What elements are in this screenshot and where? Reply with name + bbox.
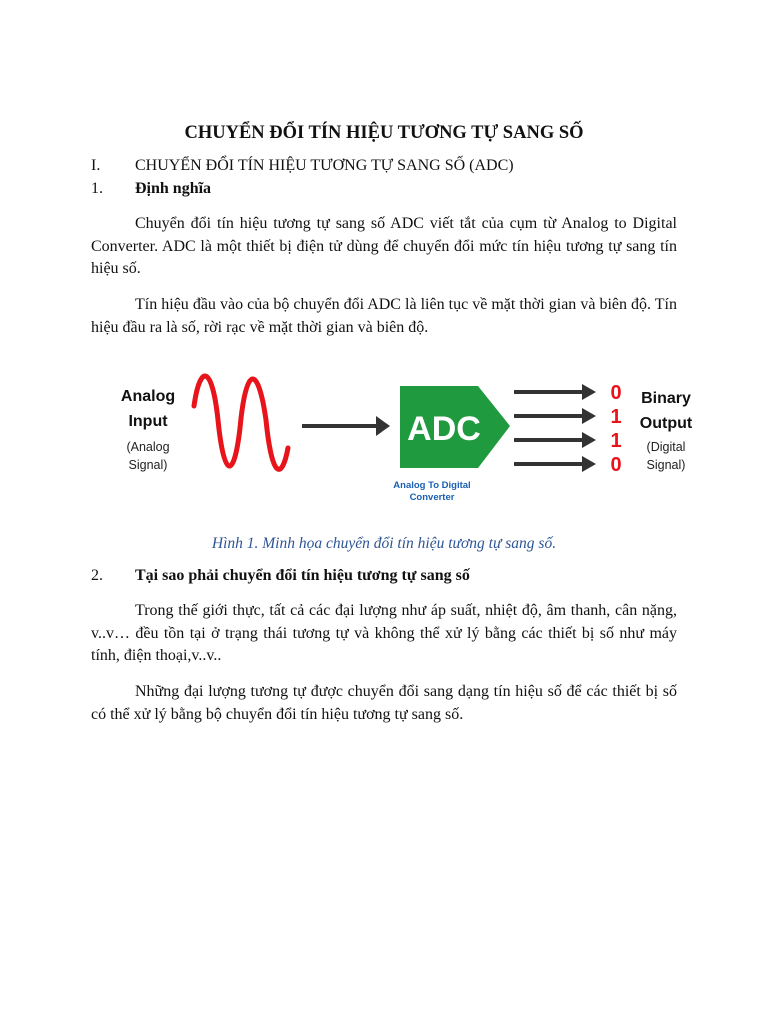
output-sublabel-line1: (Digital [646, 440, 686, 454]
output-bit-3: 1 [610, 430, 622, 452]
document-title: CHUYỂN ĐỔI TÍN HIỆU TƯƠNG TỰ SANG SỐ [184, 123, 584, 143]
subsection-heading-text: Định nghĩa [135, 180, 212, 197]
output-arrows [514, 384, 596, 472]
paragraph-digital-processing: Những đại lượng tương tự được chuyển đổi sang dạng tín hiệu số để các thiết bị số có thể xử lý bằng bộ chuyển đổi tín hiệu tương tự sang số. [91, 683, 677, 723]
input-sublabel-line1: (Analog [126, 440, 170, 454]
section-number: I. [91, 157, 101, 174]
output-arrow-head-4 [582, 456, 596, 472]
paragraph-why-convert: Trong thế giới thực, tất cả các đại lượng như áp suất, nhiệt độ, âm thanh, cân nặng, v..v… đều tồn tại ở trạng thái tương tự và không thể xử lý bằng các thiết bị số như máy tính, điện thoại,v..v.. [91, 602, 677, 664]
section-heading-text: CHUYỂN ĐỔI TÍN HIỆU TƯƠNG TỰ SANG SỐ (ADC) [135, 157, 514, 174]
output-bit-2: 1 [610, 406, 622, 428]
subsection-number: 2. [91, 567, 103, 584]
output-label-line2: Output [639, 415, 693, 432]
analog-sine-wave [194, 376, 288, 469]
output-bit-4: 0 [610, 454, 622, 476]
adc-figure [120, 368, 710, 518]
figure-caption: Hình 1. Minh họa chuyển đổi tín hiệu tương tự sang số. [211, 535, 557, 552]
output-label-line1: Binary [641, 390, 691, 407]
adc-block-label: ADC [407, 410, 481, 448]
input-arrow-head [376, 416, 390, 436]
output-arrow-head-3 [582, 432, 596, 448]
input-label-line2: Input [128, 413, 168, 430]
subsection-heading-text: Tại sao phải chuyển đổi tín hiệu tương tự sang số [135, 567, 470, 584]
paragraph-input-output: Tín hiệu đầu vào của bộ chuyển đổi ADC là liên tục về mặt thời gian và biên độ. Tín hiệu đầu ra là số, rời rạc về mặt thời gian và biên độ. [91, 296, 677, 336]
paragraph-definition: Chuyển đổi tín hiệu tương tự sang số ADC viết tắt của cụm từ Analog to Digital Converter. ADC là một thiết bị điện tử dùng để chuyển đổi mức tín hiệu tương tự sang tín hiệu số. [91, 215, 677, 277]
section-heading-1 [91, 157, 514, 175]
output-bit-1: 0 [610, 382, 622, 404]
adc-caption-line1: Analog To Digital [393, 480, 471, 491]
output-arrow-head-2 [582, 408, 596, 424]
input-label-line1: Analog [120, 388, 176, 405]
subsection-heading-1 [91, 180, 211, 198]
input-sublabel-line2: Signal) [128, 458, 168, 472]
adc-diagram [120, 368, 710, 518]
output-arrow-head-1 [582, 384, 596, 400]
subsection-heading-2 [91, 567, 470, 585]
subsection-number: 1. [91, 180, 103, 197]
output-sublabel-line2: Signal) [646, 458, 686, 472]
adc-caption-line2: Converter [409, 492, 455, 503]
